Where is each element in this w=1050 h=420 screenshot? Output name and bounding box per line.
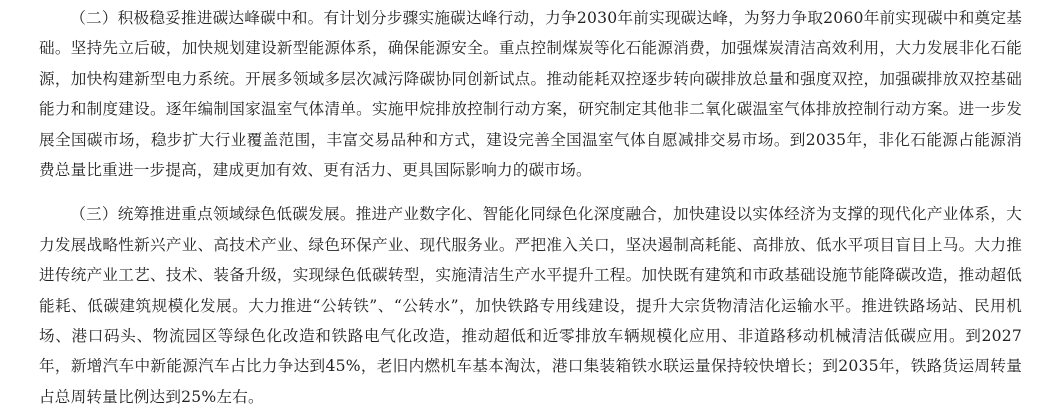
paragraph-green-low-carbon-development: （三）统筹推进重点领域绿色低碳发展。推进产业数字化、智能化同绿色化深度融合，加快建设以实体经济为支撑的现代化产业体系，大力发展战略性新兴产业、高技术产业、绿色环保产业、现代服务业。严把准入关口，坚决遏制高耗能、高排放、低水平项目盲目上马。大力推进传统产业工艺、技术、装备升级，实现绿色低碳转型，实施清洁生产水平提升工程。加快既有建筑和市政基础设施节能降碳改造，推动超低能耗、低碳建筑规模化发展。大力推进“公转铁”、“公转水”，加快铁路专用线建设，提升大宗货物清洁化运输水平。推进铁路场站、民用机场、港口码头、物流园区等绿色化改造和铁路电气化改造，推动超低和近零排放车辆规模化应用、非道路移动机械清洁低碳应用。到2027年，新增汽车中新能源汽车占比力争达到45%，老旧内燃机车基本淘汰，港口集装箱铁水联运量保持较快增长；到2035年，铁路货运周转量占总周转量比例达到25%左右。	[39, 205, 1022, 406]
paragraph-carbon-peak-neutrality: （二）积极稳妥推进碳达峰碳中和。有计划分步骤实施碳达峰行动，力争2030年前实现碳达峰，为努力争取2060年前实现碳中和奠定基础。坚持先立后破，加快规划建设新型能源体系，确保能源安全。重点控制煤炭等化石能源消费，加强煤炭清洁高效利用，大力发展非化石能源，加快构建新型电力系统。开展多领域多层次减污降碳协同创新试点。推动能耗双控逐步转向碳排放总量和强度双控，加强碳排放双控基础能力和制度建设。逐年编制国家温室气体清单。实施甲烷排放控制行动方案，研究制定其他非二氧化碳温室气体排放控制行动方案。进一步发展全国碳市场，稳步扩大行业覆盖范围，丰富交易品种和方式，建设完善全国温室气体自愿减排交易市场。到2035年，非化石能源占能源消费总量比重进一步提高，建成更加有效、更有活力、更具国际影响力的碳市场。	[39, 9, 1022, 180]
